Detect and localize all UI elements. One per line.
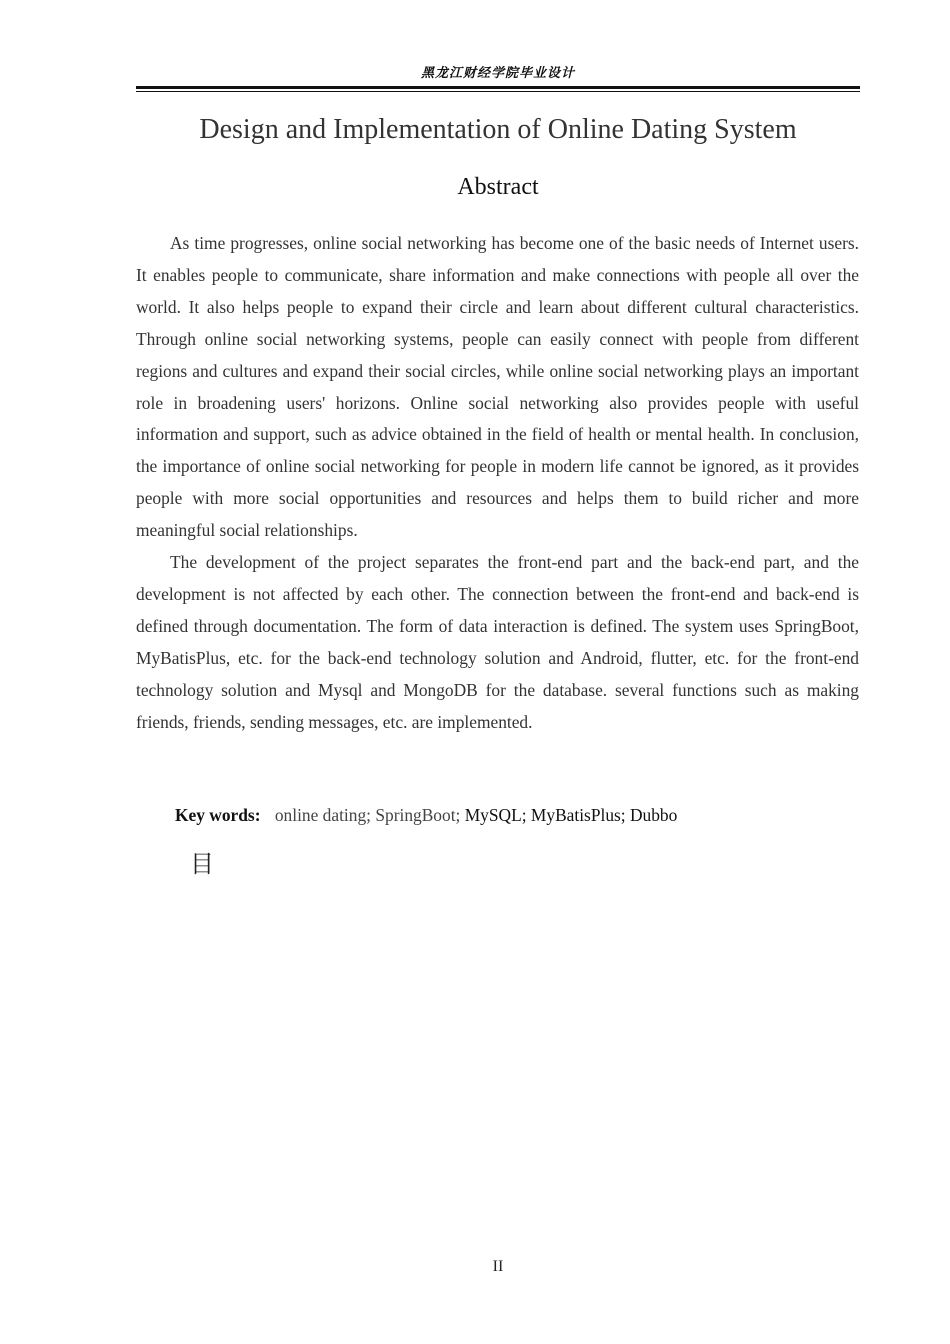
keywords-line [175, 800, 677, 830]
abstract-heading: Abstract [457, 174, 539, 200]
keywords-list-part-2: MySQL; MyBatisPlus; Dubbo [464, 805, 678, 825]
header-rule-thick [136, 86, 860, 89]
table-of-contents-fragment: 目 [190, 850, 214, 878]
keywords-list-part-1: online dating; SpringBoot; [274, 805, 461, 825]
header-rule-thin [136, 91, 860, 92]
page-number: II [492, 1258, 504, 1275]
keywords-label: Key words: [175, 805, 261, 825]
abstract-body [136, 228, 859, 739]
running-header: 黑龙江财经学院毕业设计 [420, 66, 575, 81]
abstract-paragraph-2: The development of the project separates the front-end part and the back-end part, and the development is not affected by each other. The connection between the front-end and back-end is defined through documentation. The form of data interaction is defined. The system uses SpringBoot, MyBatisPlus, etc. for the back-end technology solution and Android, flutter, etc. for the front-end technology solution and Mysql and MongoDB for the database. several functions such as making friends, friends, sending messages, etc. are implemented. [136, 552, 859, 732]
abstract-paragraph-1: As time progresses, online social networking has become one of the basic needs of Internet users. It enables people to communicate, share information and make connections with people all over the world. It also helps people to expand their circle and learn about different cultural characteristics. Through online social networking systems, people can easily connect with people from different regions and cultures and expand their social circles, while online social networking plays an important role in broadening users' horizons. Online social networking also provides people with useful information and support, such as advice obtained in the field of health or mental health. In conclusion, the importance of online social networking for people in modern life cannot be ignored, as it provides people with more social opportunities and resources and helps them to build richer and more meaningful social relationships. [136, 233, 859, 541]
paper-title: Design and Implementation of Online Dating System [199, 114, 797, 145]
